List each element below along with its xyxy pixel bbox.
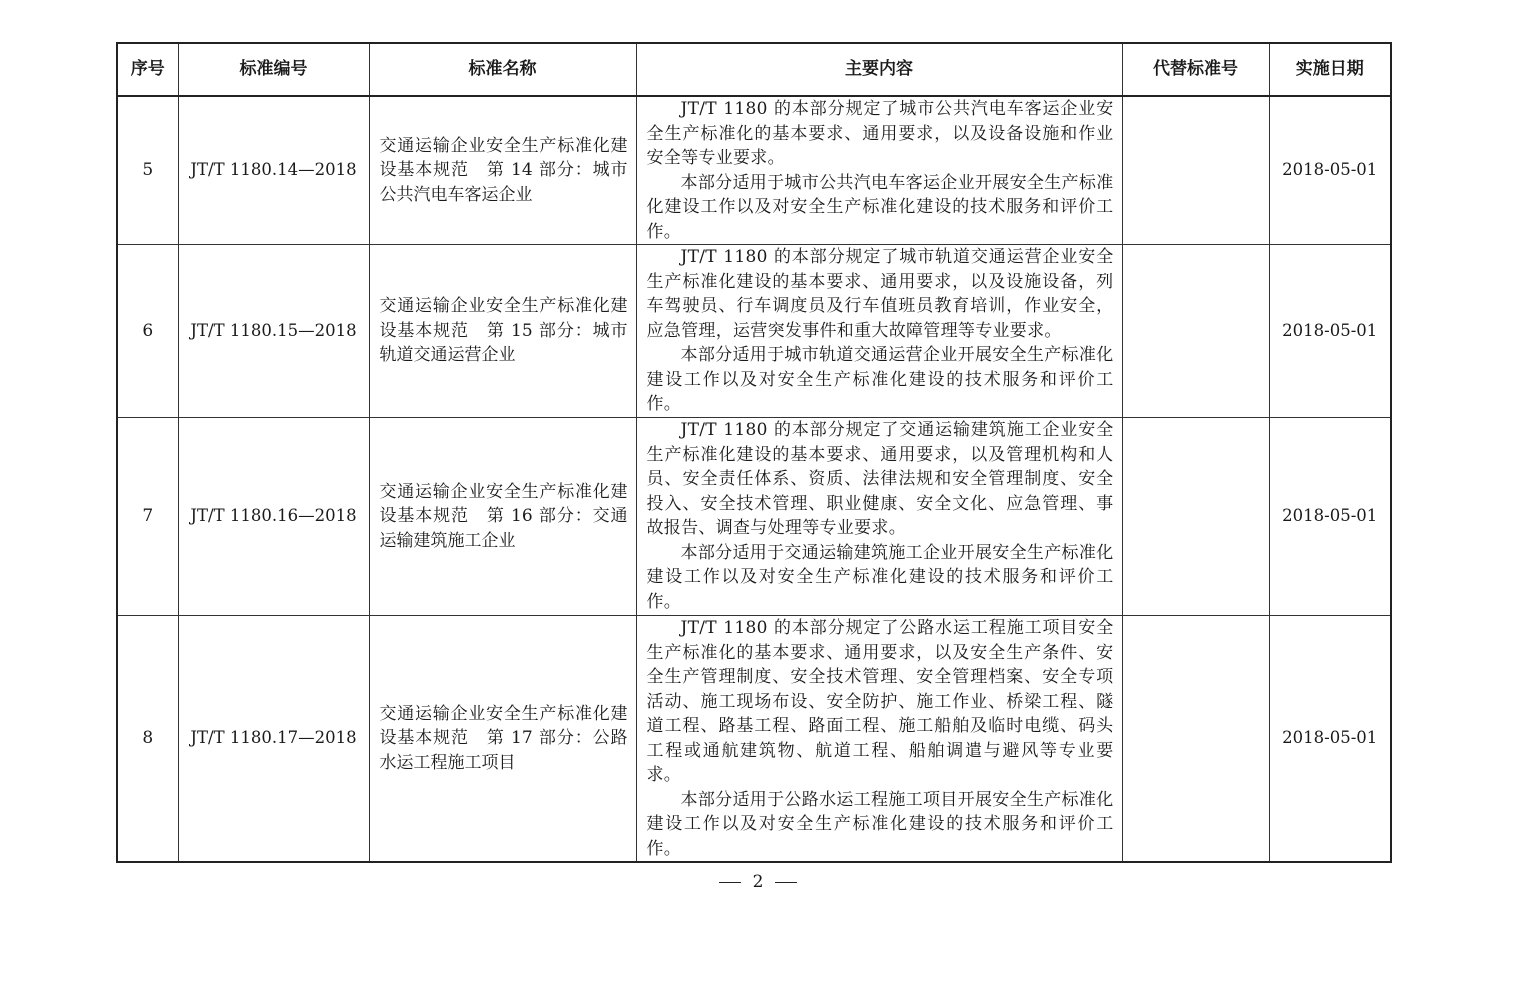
content-scope: JT/T 1180 的本部分规定了公路水运工程施工项目安全生产标准化的基本要求、通用要求，以及安全生产条件、安全生产管理制度、安全技术管理、安全管理档案、安全专项活动、施工现场布设、安全防护、施工作业、桥梁工程、隧道工程、路基工程、路面工程、施工船舶及临时电缆、码头工程或通航建筑物、航道工程、船舶调遣与避风等专业要求。	[646, 618, 1114, 785]
page-number: 2	[752, 872, 764, 892]
row-no: 8	[117, 616, 178, 863]
row-code: JT/T 1180.15—2018	[178, 245, 369, 418]
header-content: 主要内容	[636, 43, 1122, 96]
header-replace: 代替标准号	[1122, 43, 1269, 96]
table-row	[117, 616, 1391, 863]
row-replace	[1122, 96, 1269, 245]
row-date: 2018-05-01	[1269, 616, 1391, 863]
page-number-footer	[0, 870, 1516, 894]
row-content	[636, 245, 1122, 418]
content-scope: JT/T 1180 的本部分规定了交通运输建筑施工企业安全生产标准化建设的基本要求、通用要求，以及管理机构和人员、安全责任体系、资质、法律法规和安全管理制度、安全投入、安全技术管理、职业健康、安全文化、应急管理、事故报告、调查与处理等专业要求。	[646, 420, 1114, 538]
header-date: 实施日期	[1269, 43, 1391, 96]
row-date: 2018-05-01	[1269, 418, 1391, 616]
row-name: 交通运输企业安全生产标准化建设基本规范 第 14 部分：城市公共汽电车客运企业	[369, 96, 636, 245]
header-code: 标准编号	[178, 43, 369, 96]
content-applicability: 本部分适用于城市轨道交通运营企业开展安全生产标准化建设工作以及对安全生产标准化建设的技术服务和评价工作。	[646, 345, 1114, 414]
row-content	[636, 616, 1122, 863]
content-scope: JT/T 1180 的本部分规定了城市轨道交通运营企业安全生产标准化建设的基本要求、通用要求，以及设施设备，列车驾驶员、行车调度员及行车值班员教育培训，作业安全，应急管理，运营突发事件和重大故障管理等专业要求。	[646, 247, 1114, 341]
table-row	[117, 96, 1391, 245]
header-name: 标准名称	[369, 43, 636, 96]
row-name: 交通运输企业安全生产标准化建设基本规范 第 17 部分：公路水运工程施工项目	[369, 616, 636, 863]
row-code: JT/T 1180.17—2018	[178, 616, 369, 863]
content-scope: JT/T 1180 的本部分规定了城市公共汽电车客运企业安全生产标准化的基本要求、通用要求，以及设备设施和作业安全等专业要求。	[646, 99, 1114, 168]
header-no: 序号	[117, 43, 178, 96]
table-row	[117, 418, 1391, 616]
row-code: JT/T 1180.14—2018	[178, 96, 369, 245]
row-name: 交通运输企业安全生产标准化建设基本规范 第 15 部分：城市轨道交通运营企业	[369, 245, 636, 418]
row-date: 2018-05-01	[1269, 96, 1391, 245]
row-content	[636, 418, 1122, 616]
row-replace	[1122, 616, 1269, 863]
content-applicability: 本部分适用于交通运输建筑施工企业开展安全生产标准化建设工作以及对安全生产标准化建设的技术服务和评价工作。	[646, 542, 1114, 612]
row-replace	[1122, 418, 1269, 616]
content-applicability: 本部分适用于城市公共汽电车客运企业开展安全生产标准化建设工作以及对安全生产标准化建设的技术服务和评价工作。	[646, 172, 1114, 242]
standards-table	[116, 42, 1392, 863]
table-row	[117, 245, 1391, 418]
page-dash-right	[775, 882, 797, 883]
row-no: 5	[117, 96, 178, 245]
content-applicability: 本部分适用于公路水运工程施工项目开展安全生产标准化建设工作以及对安全生产标准化建设的技术服务和评价工作。	[646, 789, 1114, 859]
table-header-row	[117, 43, 1391, 96]
row-code: JT/T 1180.16—2018	[178, 418, 369, 616]
row-name: 交通运输企业安全生产标准化建设基本规范 第 16 部分：交通运输建筑施工企业	[369, 418, 636, 616]
row-content	[636, 96, 1122, 245]
page-dash-left	[719, 882, 741, 883]
row-no: 7	[117, 418, 178, 616]
row-date: 2018-05-01	[1269, 245, 1391, 418]
row-no: 6	[117, 245, 178, 418]
row-replace	[1122, 245, 1269, 418]
